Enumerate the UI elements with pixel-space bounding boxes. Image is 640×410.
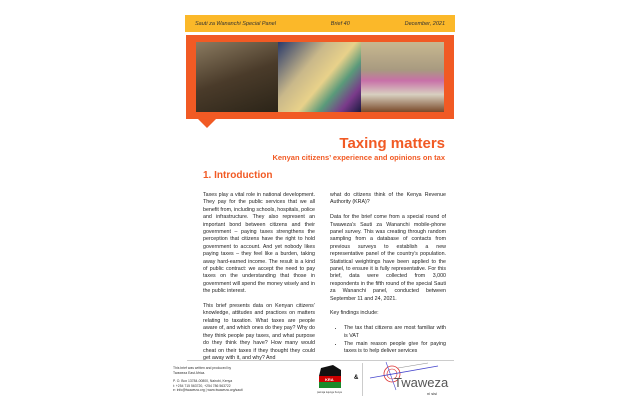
footer-email[interactable]: e: info@twaweza.org | www.twaweza.org/sauti (173, 388, 243, 393)
paragraph: what do citizens think of the Kenya Revenue Authority (KRA)? (330, 192, 446, 206)
header-bar (185, 15, 455, 32)
footer-phone: t: +254 715 563720, +254 786 563722 (173, 383, 231, 388)
finding-item: • The tax that citizens are most familiar with is VAT (344, 325, 446, 340)
photo-vendor (361, 42, 444, 112)
footer-address: P. O. Box 13784-00800, Nairobi, Kenya (173, 379, 233, 384)
ampersand: & (354, 375, 359, 381)
brief-number: Brief 40 (330, 20, 350, 27)
page-subtitle: Kenyan citizens’ experience and opinions on tax (272, 153, 445, 162)
section-heading: 1. Introduction (203, 170, 273, 181)
finding-item: • The main reason people give for paying taxes is to help deliver services (344, 341, 446, 356)
photo-banner (186, 35, 454, 119)
footer-credit: This brief was written and produced by (173, 366, 232, 370)
photo-people (196, 42, 278, 112)
twaweza-logo-text: Twaweza (394, 375, 449, 390)
kra-logo (313, 362, 345, 396)
photo-money (278, 42, 361, 112)
logo-divider (362, 363, 363, 396)
footer-text (173, 366, 243, 393)
kra-tagline: pamoja tujenge Kenya (317, 391, 342, 394)
paragraph: Key findings include: (330, 310, 379, 317)
paragraph: This brief presents data on Kenyan citizens’ knowledge, attitudes and practices on matters relating to taxation. What taxes are people aware of, and which ones do they pay? Why do they think people pay taxes, and what purpose do they think they have? How many would cheat on their taxes if they thought they could get away with it, and why? And (203, 303, 315, 361)
series-name: Sauti za Wananchi Special Panel (195, 20, 276, 27)
kra-logo-text: KRA (325, 377, 334, 382)
twaweza-logo-sub: ni sisi (427, 391, 438, 396)
footer-org: Twaweza East Africa. (173, 370, 206, 375)
right-column (330, 192, 446, 357)
key-findings-list (330, 325, 446, 356)
left-column (203, 192, 315, 370)
page-title: Taxing matters (339, 135, 445, 152)
paragraph: Taxes play a vital role in national development. They pay for the public services that we all benefit from, including schools, hospitals, police and infrastructure. They also represent an important bond between citizens and their government – paying taxes strengthens the perception that citizens have the right to hold government to account. And yet nobody likes paying taxes – they feel like a burden, taking away hard-earned income. The result is a kind of public contract: we accept the need to pay taxes on the understanding that those in government will spend the money wisely and in the public interest. (203, 192, 315, 295)
paragraph: Data for the brief come from a special round of Twaweza’s Sauti za Wananchi mobile-phone panel survey. This was creating through random sampling from a database of contacts from previous surveys to establish a new representative panel of the country’s population. Statistical weightings have been applied to the panel, to ensure it is fully representative. For this brief, data were collected from 3,000 respondents in the fifth round of the special Sauti za Wananchi panel, conducted between September 11 and 24, 2021. (330, 214, 446, 302)
banner-pointer (198, 119, 216, 128)
brief-date: December, 2021 (404, 20, 445, 27)
